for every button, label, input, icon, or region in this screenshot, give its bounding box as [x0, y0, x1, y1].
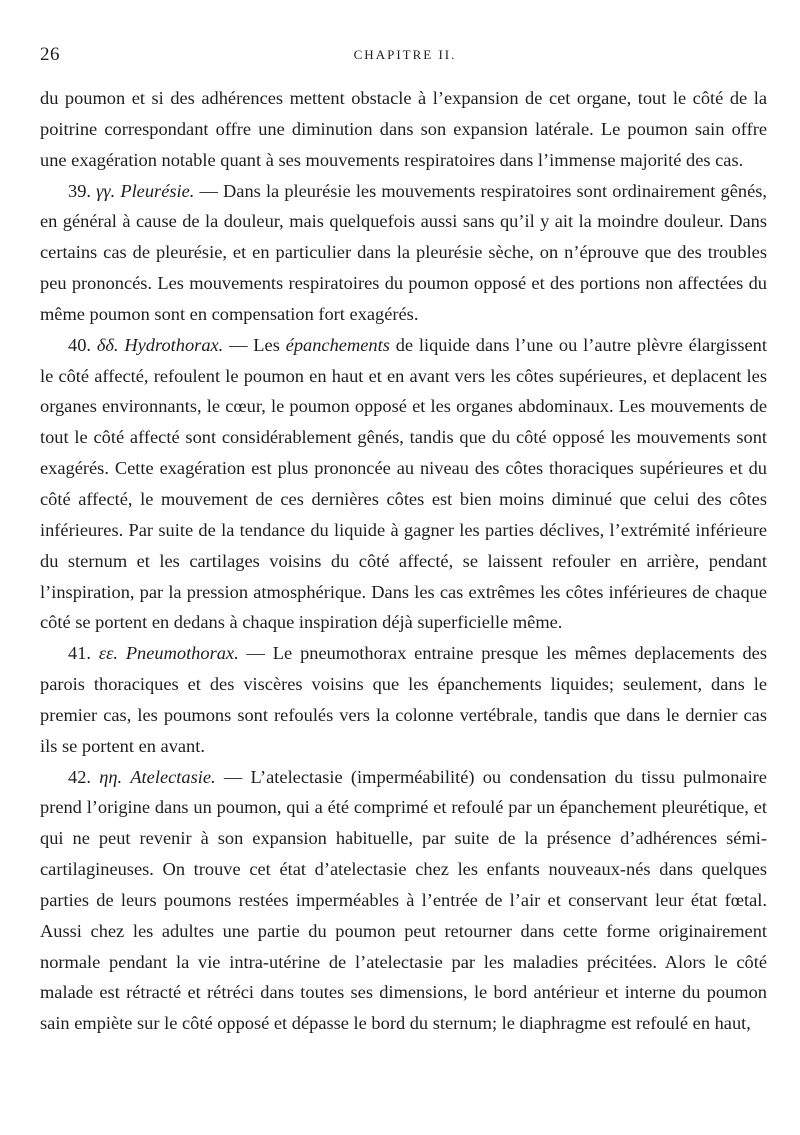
section-number: 40.	[68, 334, 91, 355]
greek-marker: δδ.	[96, 334, 119, 355]
section-number: 42.	[68, 766, 91, 787]
section-term: Pleurésie.	[120, 180, 195, 201]
paragraph-39-pleuresie	[40, 176, 767, 330]
section-term: Pneumothorax.	[125, 643, 239, 664]
page-header	[40, 44, 770, 74]
section-number: 41.	[68, 643, 91, 664]
section-term: Atelectasie.	[130, 766, 216, 787]
page-number: 26	[40, 44, 60, 65]
paragraph-continuation	[40, 83, 767, 176]
greek-marker: ηη.	[99, 766, 123, 787]
emphasized-word: épanchements	[285, 334, 390, 355]
greek-marker: εε.	[98, 643, 118, 664]
paragraph-41-pneumothorax	[40, 638, 767, 761]
paragraph-text: — Dans la pleurésie les mouvements respiratoires sont ordinairement gênés, en général à cause de la douleur, mais quelquefois aussi sans qu’il y ait la moindre douleur. Dans certains cas de pleurésie, et en particulier dans la pleurésie sèche, on n’éprouve que des troubles peu prononcés. Les mouvements respiratoires du poumon opposé et des portions non affectées du même poumon sont en compensation fort exagérés.	[40, 180, 767, 324]
paragraph-42-atelectasie	[40, 762, 767, 1040]
paragraph-40-hydrothorax	[40, 330, 767, 638]
paragraph-text: — Le pneumothorax entraine presque les mêmes deplacements des parois thoraciques et des viscères voisins que les épanchements liquides; seulement, dans le premier cas, les poumons sont refoulés vers la colonne vertébrale, tandis que dans le dernier cas ils se portent en avant.	[40, 643, 767, 756]
paragraph-text: du poumon et si des adhérences mettent obstacle à l’expansion de cet organe, tout le côté de la poitrine correspondant offre une diminution dans son expansion latérale. Le poumon sain offre une exagération notable quant à ses mouvements respiratoires dans l’immense majorité des cas.	[40, 88, 767, 170]
paragraph-text: de liquide dans l’une ou l’autre plèvre élargissent le côté affecté, refoulent le poumon en haut et en avant vers les côtes supérieures, et deplacent les organes environnants, le cœur, le poumon opposé et les organes abdominaux. Les mouvements de tout le côté affecté sont considérablement gênés, tandis que du côté opposé les mouvements sont exagérés. Cette exagération est plus prononcée au niveau des côtes thoraciques supérieures et du côté affecté, le mouvement de ces dernières côtes est bien moins diminué que celui des côtes inférieures. Par suite de la tendance du liquide à gagner les parties déclives, l’extrémité inférieure du sternum et les cartilages voisins du côté affecté, se laissent refouler en arrière, pendant l’inspiration, par la pression atmosphérique. Dans les cas extrêmes les côtes inférieures de chaque côté se portent en dedans à chaque inspiration déjà superficielle même.	[40, 334, 767, 633]
section-term: Hydrothorax.	[124, 334, 224, 355]
paragraph-text: — L’atelectasie (imperméabilité) ou condensation du tissu pulmonaire prend l’origine dans un poumon, qui a été comprimé et refoulé par un épanchement pleurétique, et qui ne peut revenir à son expansion habituelle, par suite de la présence d’adhérences sémi-cartilagineuses. On trouve cet état d’atelectasie chez les enfants nouveaux-nés dans quelques parties de leurs poumons restées imperméables à l’entrée de l’air et conservant leur état fœtal. Aussi chez les adultes une partie du poumon peut retourner dans cette forme originairement normale pendant la vie intra-utérine de l’atelectasie par les maladies précitées. Alors le côté malade est rétracté et rétréci dans toutes ses dimensions, le bord antérieur et interne du poumon sain empiète sur le côté opposé et dépasse le bord du sternum; le diaphragme est refoulé en haut,	[40, 766, 767, 1034]
running-title: CHAPITRE II.	[353, 47, 457, 62]
paragraph-lead: — Les	[223, 334, 286, 355]
section-number: 39.	[68, 180, 91, 201]
body-text	[40, 83, 767, 1039]
greek-marker: γγ.	[96, 180, 116, 201]
